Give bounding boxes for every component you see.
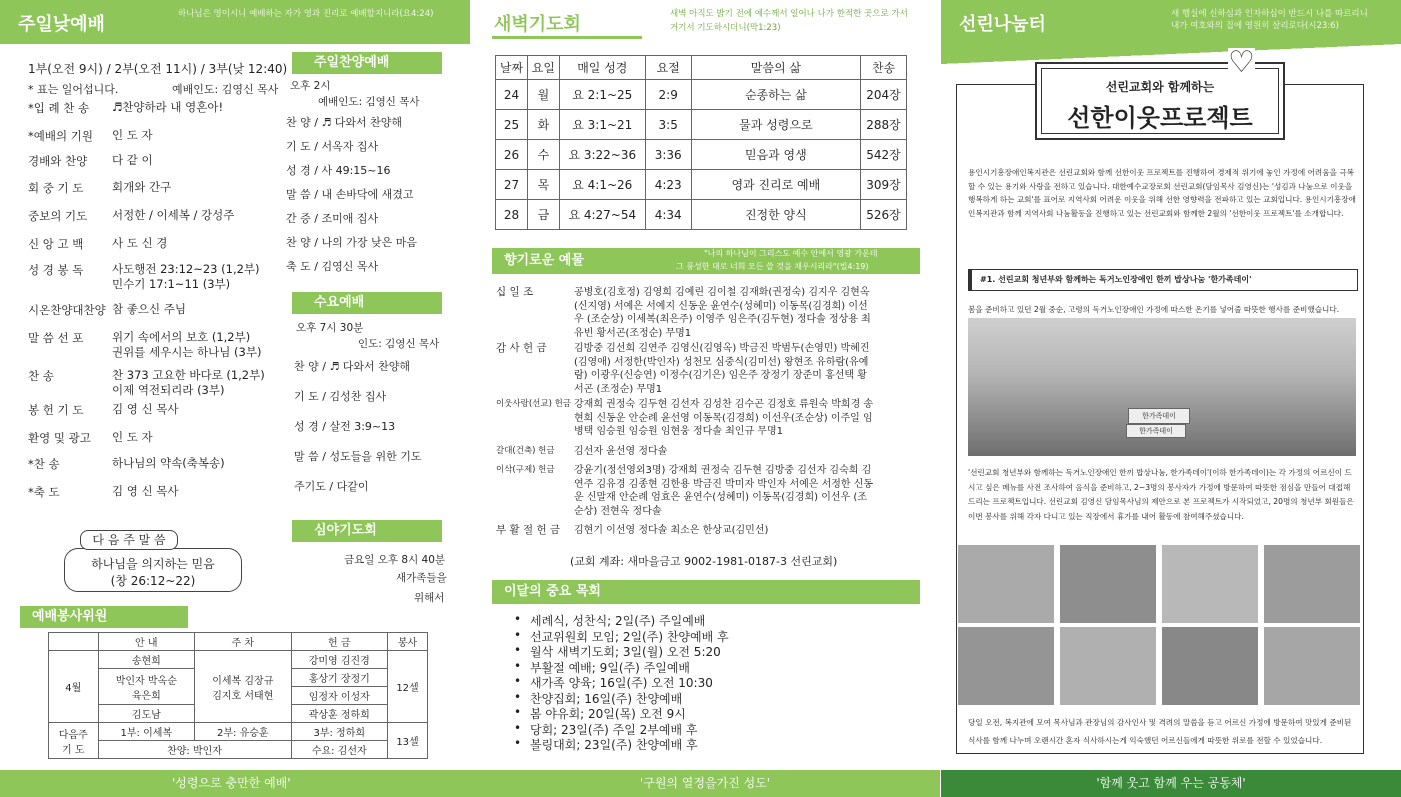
sunday-order-value: 참 좋으신 주님 [112, 302, 186, 316]
service-next-label: 다음주 [58, 729, 88, 741]
service-serve: 12셀 [388, 651, 428, 723]
dawn-row [496, 110, 907, 140]
sunday-order-value: 김 영 신 목사 [112, 402, 179, 416]
dawn-cell: 27 [496, 170, 528, 200]
sunday-order-label: *예배의 기원 [28, 129, 93, 143]
dawn-cell: 금 [527, 200, 559, 230]
wednesday-leader: 인도: 김영신 목사 [358, 338, 440, 350]
sunday-leader: 예배인도: 김영신 목사 [172, 83, 279, 96]
activity-photo-4 [1264, 545, 1360, 623]
praise-order-item: 간 증 / 조미애 집사 [286, 212, 379, 225]
activity-photo-7 [1162, 627, 1258, 705]
dawn-cell: 526장 [861, 200, 907, 230]
dawn-cell: 요 3:1~21 [559, 110, 645, 140]
offering-category: 갈대(건축) 헌금 [496, 446, 555, 456]
sunday-order-value: 서정한 / 이세복 / 강성주 [112, 208, 235, 222]
praise-order-item: 성 경 / 사 49:15~16 [286, 164, 391, 177]
service-usher: 박인자 박옥순 [115, 675, 177, 687]
dawn-cell: 수 [527, 140, 559, 170]
dawn-underline [492, 36, 642, 39]
service-next-label2: 기 도 [62, 744, 85, 756]
sunday-order-value: 인 도 자 [112, 430, 153, 444]
dawn-cell: 순종하는 삶 [691, 80, 860, 110]
dawn-cell: 25 [496, 110, 528, 140]
dawn-verse: 새벽 아직도 밝기 전에 예수께서 일어나 나가 한적한 곳으로 가서 [670, 9, 908, 19]
wednesday-order-item: 주기도 / 다같이 [294, 480, 369, 493]
offering-names: 강윤기(정선영외3명) 강재희 권정숙 김두현 김방중 김선자 김숙희 김연주 김유경 김종현 김한용 박금진 박미자 박인자 서예은 서정한 신동운 신말재 안순례 엄효은 윤연수(성혜미) 이동목(김경희) 이선우 (조순상) 전현옥 정다솔 [574, 465, 874, 517]
dawn-cell: 요 4:27~54 [559, 200, 645, 230]
sunday-order-value2: 권위를 세우시는 하나님 (3부) [112, 345, 262, 359]
nanum-verse2: 내가 여호와의 집에 영원히 살리로다(시23:6) [1171, 21, 1339, 31]
nanum-title: 선린나눔터 [959, 14, 1046, 35]
sunday-order-value2: 민수기 17:1~11 (3부) [112, 277, 231, 291]
service-next-wed: 수요: 김선자 [291, 741, 387, 759]
sunday-order-label: 중보의 기도 [28, 209, 88, 223]
banner-main: 선한이웃프로젝트 [1067, 104, 1253, 132]
dawn-title: 새벽기도회 [494, 14, 581, 35]
service-offering: 강미영 김진경 [291, 651, 387, 669]
news-item: • 선교위원회 모임; 2일(주) 찬양예배 후 [512, 628, 729, 644]
offering-names: 김현기 이선영 정다솔 최소은 한상교(김민선) [574, 525, 769, 536]
banner-sub: 선린교회와 함께하는 [1105, 80, 1215, 94]
wednesday-time: 오후 7시 30분 [296, 322, 364, 334]
dawn-cell: 월 [527, 80, 559, 110]
wednesday-title: 수요예배 [292, 292, 442, 314]
dawn-cell: 26 [496, 140, 528, 170]
footer-mid: '구원의 열정을가진 성도' [470, 770, 940, 797]
offering-category: 이삭(구제) 헌금 [496, 465, 555, 475]
group-photo-sign1: 한가족데이 [1128, 408, 1190, 424]
dawn-cell: 4:34 [645, 200, 691, 230]
sunday-order-label: 봉 헌 기 도 [28, 403, 84, 417]
offering-names: 김방중 김선희 김연주 김영신(김영옥) 박금진 박범두(손영민) 박혜진 (김영애) 서정한(박인자) 성천모 심중식(김미선) 왕현조 유하람(유예람) 이광우(신승연) 이정수(김기은) 임은주 장정기 장준미 홍선택 황서곤 (조정순) 무명1 [574, 343, 870, 395]
sunday-order-label: 경배와 찬양 [28, 154, 88, 168]
offering-category: 감 사 헌 금 [496, 342, 547, 354]
praise-leader: 예배인도: 김영신 목사 [318, 96, 420, 108]
service-next-p1: 1부: 이세복 [98, 723, 194, 741]
activity-photo-8 [1264, 627, 1360, 705]
dawn-schedule-table [495, 55, 907, 230]
praise-order-item: 찬 양 / ♬ 다와서 찬양해 [286, 116, 403, 129]
next-sermon-ref: (창 26:12~22) [110, 574, 196, 588]
service-h1: 주 차 [195, 633, 291, 651]
sunday-order-value: 하나님의 약속(축복송) [112, 456, 225, 470]
wednesday-order-item: 말 씀 / 성도들을 위한 기도 [294, 450, 422, 463]
nanum-p2: '선린교회 청년부와 함께하는 독거노인장애인 한끼 밥상나눔, 한가족데이'(이하 한가족데이)는 각 가정의 어르신이 드시고 싶은 메뉴를 사전 조사하여 음식을 준비하고, 2~3명의 봉사자가 가정에 방문하여 따뜻한 점심을 만들어 대접해드리는 프로젝트입니다. 선린교회 김영신 담임목사님의 제안으로 본 프로젝트가 시작되었고, 20명의 청년부 회원들은 이번 봉사를 위해 각자 다니고 있는 직장에서 휴가를 내어 활동에 참여해주셨습니다. [968, 468, 1354, 521]
offering-title: 향기로운 예물 [492, 248, 920, 274]
dawn-cell: 믿음과 영생 [691, 140, 860, 170]
sunday-order-label: 성 경 봉 독 [28, 263, 84, 277]
dawn-cell: 24 [496, 80, 528, 110]
praise-order-item: 축 도 / 김영신 목사 [286, 260, 379, 273]
nanum-header [941, 0, 1401, 44]
news-title: 이달의 중요 목회 [492, 580, 920, 604]
service-h0: 안 내 [98, 633, 194, 651]
sunday-order-label: 말 씀 선 포 [28, 331, 84, 345]
service-h3: 봉사 [388, 633, 428, 651]
night-line3: 위해서 [414, 592, 445, 604]
dawn-header-cell: 요절 [645, 56, 691, 80]
dawn-header-cell: 매일 성경 [559, 56, 645, 80]
praise-order-item: 찬 양 / 나의 가장 낮은 마음 [286, 236, 417, 249]
dawn-header-cell: 요일 [527, 56, 559, 80]
dawn-cell: 288장 [861, 110, 907, 140]
news-item: • 당회; 23일(주) 주일 2부예배 후 [512, 721, 729, 737]
dawn-cell: 진정한 양식 [691, 200, 860, 230]
service-month: 4월 [49, 651, 99, 723]
news-item: • 새가족 양육; 16일(주) 오전 10:30 [512, 674, 729, 690]
sunday-order-value: 사 도 신 경 [112, 236, 168, 250]
offering-names: 공병호(김호정) 김영희 김예린 김이철 김재화(권정숙) 김지우 김현옥 (신지영) 서예은 서예지 신동운 윤연수(성혜미) 이동목(김경희) 이선우 (조순상) 이세복(최은주) 이영주 임은주(김두현) 정다솔 정상용 최유빈 황서곤(조정순) 무명1 [574, 287, 871, 339]
service-table [48, 632, 428, 759]
praise-title: 주일찬양예배 [292, 52, 442, 74]
dawn-cell: 목 [527, 170, 559, 200]
news-item: • 봄 야유회; 20일(목) 오전 9시 [512, 705, 729, 721]
sunday-title: 주일낮예배 [18, 14, 105, 35]
offering-names: 강재희 권정숙 김두현 김선자 김성찬 김수곤 김정호 류원숙 박희경 송현희 신동운 안순례 윤선영 이동목(김경희) 이선우(조순상) 이주일 임병택 임승원 임승원 임현웅 정다솔 최인규 무명1 [574, 399, 874, 437]
sunday-order-value: 찬 373 고요한 바다로 (1,2부) [112, 368, 265, 382]
service-offering: 임정자 이성자 [291, 687, 387, 705]
service-offering: 홍상기 장정기 [291, 669, 387, 687]
news-item: • 볼링대회; 23일(주) 찬양예배 후 [512, 736, 729, 752]
service-next-p2: 2부: 유승훈 [195, 723, 291, 741]
nanum-p3: 당일 오전, 복지관에 모여 목사님과 관장님의 감사인사 및 격려의 말씀을 듣고 어르신 가정에 방문하여 맛있게 준비된 식사를 함께 나누며 오랜시간 혼자 식사하시는게 익숙했던 어르신들에게 따뜻한 위로를 전할 수 있었습니다. [968, 718, 1352, 745]
dawn-cell: 화 [527, 110, 559, 140]
praise-time: 오후 2시 [290, 80, 331, 92]
service-usher: 육은희 [131, 690, 161, 702]
praise-order-item: 말 씀 / 내 손바닥에 새겼고 [286, 188, 414, 201]
news-list [512, 612, 729, 752]
service-parking2: 김지호 서태현 [212, 690, 274, 702]
dawn-header-cell: 말씀의 삶 [691, 56, 860, 80]
sunday-order-value: 사도행전 23:12~23 (1,2부) [112, 262, 260, 276]
sunday-order-label: 회 중 기 도 [28, 181, 84, 195]
sunday-order-value2: 이제 역전되리라 (3부) [112, 383, 225, 397]
dawn-cell: 4:23 [645, 170, 691, 200]
sunday-order-value: 김 영 신 목사 [112, 484, 179, 498]
footer-left: '성령으로 충만한 예배' [0, 770, 470, 797]
sunday-order-value: 인 도 자 [112, 128, 153, 142]
sunday-order-value: 회개와 간구 [112, 180, 172, 194]
sunday-order-label: *축 도 [28, 485, 60, 499]
heart-icon: ♡ [1228, 45, 1255, 80]
nanum-verse: 새 행실에 신하심과 인자하심이 반드시 나를 따르리니 [1171, 9, 1368, 19]
sunday-order-label: 찬 송 [28, 369, 54, 383]
dawn-verse2: 거기서 기도하시더니(막1:23) [670, 23, 781, 33]
dawn-cell: 3:36 [645, 140, 691, 170]
wednesday-order-item: 찬 양 / ♬ 다와서 찬양해 [294, 360, 411, 373]
activity-photo-2 [1060, 545, 1156, 623]
sunday-verse: 하나님은 영이시니 예배하는 자가 영과 진리로 예배할지니라(요4:24) [178, 9, 434, 19]
bank-account: (교회 계좌: 새마을금고 9002-1981-0187-3 선린교회) [570, 555, 838, 568]
sunday-order-label: 환영 및 광고 [28, 431, 91, 445]
sunday-order-label: *찬 송 [28, 457, 60, 471]
night-time: 금요일 오후 8시 40분 [344, 554, 446, 566]
sunday-order-label: 시온찬양대찬양 [28, 303, 106, 317]
dawn-cell: 3:5 [645, 110, 691, 140]
dawn-cell: 28 [496, 200, 528, 230]
activity-photo-6 [1060, 627, 1156, 705]
service-next-p3: 3부: 정하희 [291, 723, 387, 741]
news-item: • 세례식, 성찬식; 2일(주) 주일예배 [512, 612, 729, 628]
offering-verse: "나의 하나님이 그리스도 예수 안에서 영광 가운데 [704, 249, 878, 258]
nanum-p1: 봄을 준비하고 있던 2월 중순, 고령의 독거노인장애인 가정에 따스한 온기를 넣어줄 따뜻한 행사를 준비했습니다. [968, 305, 1340, 314]
service-usher: 김도남 [98, 705, 194, 723]
service-next-praise: 찬양: 박인자 [98, 741, 291, 759]
dawn-header-cell: 찬송 [861, 56, 907, 80]
dawn-cell: 204장 [861, 80, 907, 110]
sunday-order-value: 위기 속에서의 보호 (1,2부) [112, 330, 251, 344]
dawn-cell: 요 3:22~36 [559, 140, 645, 170]
dawn-cell: 2:9 [645, 80, 691, 110]
offering-verse2: 그 풍성한 대로 너희 모든 쓸 것을 채우시리라"(빌4:19) [676, 262, 869, 271]
news-item: • 찬양집회; 16일(주) 찬양예배 [512, 690, 729, 706]
nanum-intro: 용인시기흥장애인복지관은 선린교회와 함께 선한이웃 프로젝트를 진행하여 경제적 위기에 놓인 가정에 어려움을 극복할 수 있는 용기와 사랑을 전하고 있습니다. 대한예수교장로회 선린교회(담임목사 김영신)는 '성김과 나눔으로 이웃을 행복하게 하는 교회'를 표어로 지역사회 어려운 이웃을 위해 선한 영향력을 전파하고 있는 교회입니다. 용인시기흥장애인복지관과 함께 지역사회 나눔활동을 진행하고 있는 선린교회와 함께한 2월의 '선한이웃 프로젝트'를 소개합니다. [968, 168, 1356, 218]
praise-order-item: 기 도 / 서옥자 집사 [286, 140, 379, 153]
sunday-order-value: ♬찬양하라 내 영혼아! [112, 100, 224, 114]
offering-category: 이웃사랑(선교) 헌금 [496, 399, 572, 409]
sunday-times: 1부(오전 9시) / 2부(오전 11시) / 3부(낮 12:40) [28, 62, 288, 76]
wednesday-order-item: 성 경 / 살전 3:9~13 [294, 420, 396, 433]
next-sermon-text: 하나님을 의지하는 믿음 [91, 557, 215, 571]
activity-photo-1 [958, 545, 1054, 623]
night-title: 심야기도회 [292, 520, 442, 542]
offering-category: 십 일 조 [496, 286, 534, 298]
activity-photo-5 [958, 627, 1054, 705]
service-next-serve: 13셀 [388, 723, 428, 759]
stand-note: * 표는 일어섭니다. [28, 83, 119, 96]
news-item: • 부활절 예배; 9일(주) 주일예배 [512, 659, 729, 675]
sunday-order-label: 신 앙 고 백 [28, 237, 84, 251]
nanum-wave [941, 44, 1401, 64]
dawn-cell: 309장 [861, 170, 907, 200]
service-usher: 송현희 [98, 651, 194, 669]
group-photo-sign2: 한가족데이 [1126, 424, 1186, 438]
dawn-header-cell: 날짜 [496, 56, 528, 80]
service-h2: 헌 금 [291, 633, 387, 651]
dawn-cell: 요 4:1~26 [559, 170, 645, 200]
dawn-row [496, 80, 907, 110]
footer-right: '함께 웃고 함께 우는 공동체' [941, 770, 1401, 797]
service-parking: 이세복 김장규 [212, 675, 274, 687]
news-item: • 월삭 새벽기도회; 3일(월) 오전 5:20 [512, 643, 729, 659]
dawn-cell: 542장 [861, 140, 907, 170]
sunday-header [0, 0, 470, 44]
sunday-order-label: *입 례 찬 송 [28, 101, 90, 115]
offering-names: 김선자 윤선영 정다솔 [574, 446, 668, 457]
activity-photo-3 [1162, 545, 1258, 623]
dawn-row [496, 170, 907, 200]
service-offering: 곽상훈 정하희 [291, 705, 387, 723]
wednesday-order-item: 기 도 / 김성찬 집사 [294, 390, 387, 403]
sunday-order-value: 다 같 이 [112, 153, 153, 167]
night-line2: 새가족들을 [396, 572, 447, 584]
dawn-row [496, 140, 907, 170]
dawn-cell: 영과 진리로 예배 [691, 170, 860, 200]
dawn-cell: 요 2:1~25 [559, 80, 645, 110]
next-sermon-title: 다 음 주 말 씀 [80, 530, 178, 550]
dawn-row [496, 200, 907, 230]
nanum-subhead: #1. 선린교회 청년부와 함께하는 독거노인장애인 한끼 밥상나눔 '한가족데이' [980, 275, 1252, 284]
offering-category: 부 활 절 헌 금 [496, 524, 561, 536]
dawn-cell: 물과 성령으로 [691, 110, 860, 140]
service-title: 예배봉사위원 [20, 606, 188, 628]
